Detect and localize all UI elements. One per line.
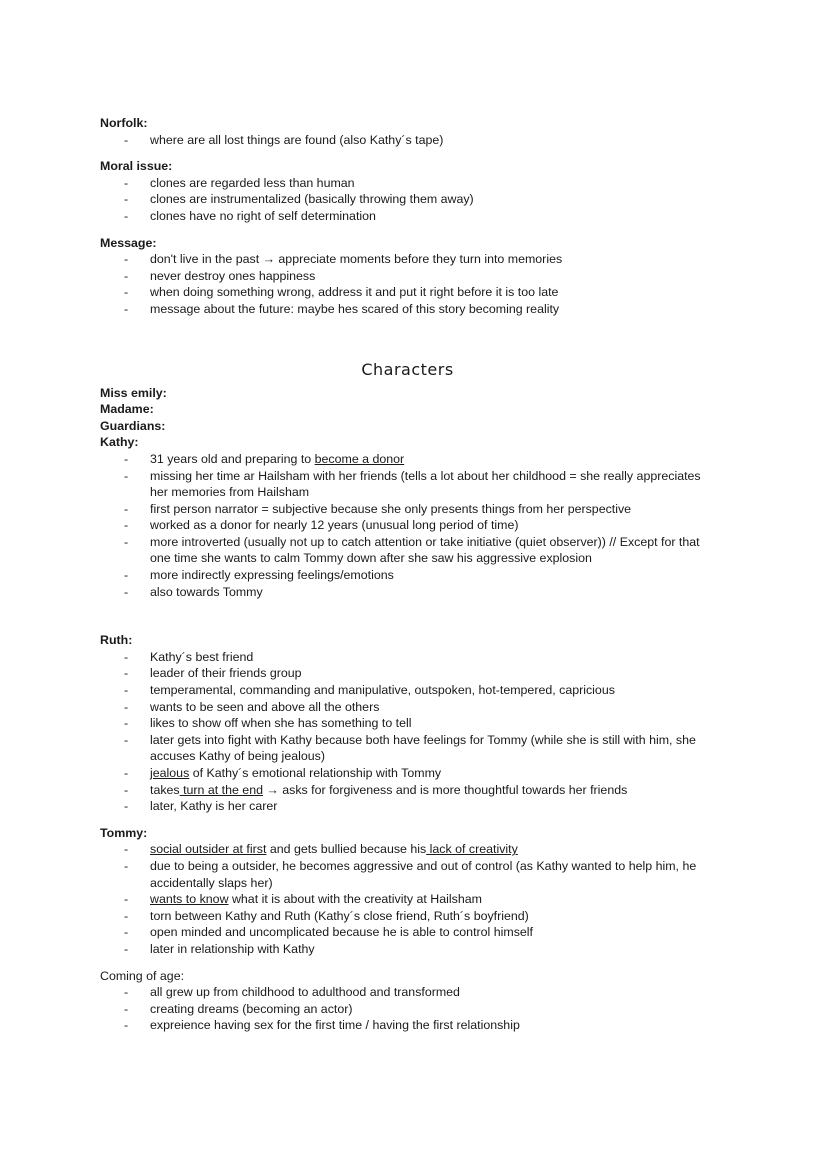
section-heading: Message:	[100, 235, 157, 250]
section-heading: Tommy:	[100, 825, 148, 840]
bullet-list	[100, 451, 715, 600]
item-text: wants to be seen and above all the others	[150, 699, 380, 714]
bullet-list	[100, 984, 715, 1034]
item-text: takes	[150, 782, 180, 797]
list-item	[100, 798, 715, 815]
list-item	[100, 841, 715, 858]
section-heading: Norfolk:	[100, 116, 148, 130]
item-text: worked as a donor for nearly 12 years (unusual long period of time)	[150, 518, 519, 533]
list-item	[100, 1001, 715, 1018]
list-item	[100, 908, 715, 925]
item-text: don't live in the past → appreciate moments before they turn into memories	[150, 252, 563, 267]
underlined-text: turn at the end	[179, 782, 263, 797]
heading-miss-emily: Miss emily:	[100, 385, 167, 400]
item-text: leader of their friends group	[150, 666, 302, 681]
spacer	[100, 600, 715, 632]
list-item	[100, 191, 715, 208]
item-text: Kathy´s best friend	[150, 649, 254, 664]
list-item	[100, 715, 715, 732]
list-item	[100, 649, 715, 666]
bullet-list	[100, 649, 715, 815]
list-item	[100, 1017, 715, 1034]
list-item	[100, 208, 715, 225]
section-heading: Moral issue:	[100, 159, 173, 174]
item-text: of Kathy´s emotional relationship with Tommy	[189, 766, 442, 780]
section-norfolk	[100, 115, 715, 148]
item-text: later gets into fight with Kathy because both have feelings for Tommy (while she is still with him, she accuses Kathy of being jealous)	[150, 732, 696, 764]
item-text: more introverted (usually not up to catch attention or take initiative (quiet observer)) // Except for that one time she wants to calm Tommy down after she saw his aggressive explosion	[150, 534, 700, 566]
section-heading: Coming of age:	[100, 968, 185, 983]
list-item	[100, 251, 715, 268]
list-item	[100, 284, 715, 301]
list-item	[100, 301, 715, 318]
list-item	[100, 984, 715, 1001]
list-item	[100, 175, 715, 192]
item-text: creating dreams (becoming an actor)	[150, 1001, 353, 1016]
bullet-list	[100, 175, 715, 225]
section-coming-of-age	[100, 968, 715, 1034]
section-kathy	[100, 434, 715, 600]
list-item	[100, 567, 715, 584]
item-text: all grew up from childhood to adulthood and transformed	[150, 985, 460, 1000]
item-text: clones have no right of self determination	[150, 208, 376, 223]
list-item	[100, 501, 715, 518]
list-item	[100, 682, 715, 699]
item-text: 31 years old and preparing to	[150, 451, 315, 466]
list-item	[100, 924, 715, 941]
item-text: due to being a outsider, he becomes aggressive and out of control (as Kathy wanted to help him, he accidentally slaps her)	[150, 858, 697, 890]
document-content	[100, 115, 715, 1044]
item-text: torn between Kathy and Ruth (Kathy´s close friend, Ruth´s boyfriend)	[150, 908, 529, 923]
item-text: what it is about with the creativity at Hailsham	[228, 892, 482, 907]
item-text: expreience having sex for the first time / having the first relationship	[150, 1018, 520, 1033]
item-text: temperamental, commanding and manipulative, outspoken, hot-tempered, capricious	[150, 683, 615, 698]
section-moral-issue	[100, 158, 715, 224]
item-text: message about the future: maybe hes scared of this story becoming reality	[150, 301, 560, 316]
underlined-text: jealous	[150, 766, 190, 780]
section-tommy	[100, 825, 715, 958]
list-item	[100, 517, 715, 534]
item-text: clones are instrumentalized (basically throwing them away)	[150, 192, 474, 207]
list-item	[100, 665, 715, 682]
list-item	[100, 584, 715, 601]
list-item	[100, 268, 715, 285]
list-item	[100, 468, 715, 501]
item-text: likes to show off when she has something to tell	[150, 716, 412, 731]
item-text: open minded and uncomplicated because he is able to control himself	[150, 925, 533, 940]
chapter-title: Characters	[361, 359, 454, 379]
item-text: when doing something wrong, address it and put it right before it is too late	[150, 285, 559, 300]
underlined-text: become a donor	[314, 451, 405, 466]
section-heading: Ruth:	[100, 633, 133, 648]
section-heading: Kathy:	[100, 435, 139, 450]
heading-guardians: Guardians:	[100, 418, 166, 433]
list-item	[100, 699, 715, 716]
list-item	[100, 782, 715, 799]
bullet-list	[100, 251, 715, 317]
item-text: where are all lost things are found (also Kathy´s tape)	[150, 132, 444, 147]
item-text: also towards Tommy	[150, 584, 263, 599]
item-text: never destroy ones happiness	[150, 268, 316, 283]
underlined-text: social outsider at first	[150, 842, 267, 857]
underlined-text: wants to know	[150, 892, 229, 907]
bullet-list	[100, 132, 715, 149]
bullet-list	[100, 841, 715, 957]
item-text: first person narrator = subjective because she only presents things from her perspective	[150, 501, 632, 516]
list-item	[100, 451, 715, 468]
item-text: later in relationship with Kathy	[150, 941, 315, 956]
item-text: missing her time ar Hailsham with her friends (tells a lot about her childhood = she really appreciates her memories from Hailsham	[150, 468, 701, 500]
section-ruth	[100, 632, 715, 815]
list-item	[100, 858, 715, 891]
item-text: clones are regarded less than human	[150, 175, 355, 190]
heading-madame: Madame:	[100, 402, 154, 417]
list-item	[100, 765, 715, 782]
list-item	[100, 891, 715, 908]
item-text: later, Kathy is her carer	[150, 799, 278, 814]
underlined-text: lack of creativity	[426, 842, 518, 857]
list-item	[100, 732, 715, 765]
item-text: and gets bullied because his	[266, 842, 427, 857]
list-item	[100, 941, 715, 958]
item-text: → asks for forgiveness and is more thoughtful towards her friends	[262, 782, 628, 797]
section-message	[100, 235, 715, 318]
list-item	[100, 534, 715, 567]
list-item	[100, 132, 715, 149]
item-text: more indirectly expressing feelings/emotions	[150, 568, 394, 583]
